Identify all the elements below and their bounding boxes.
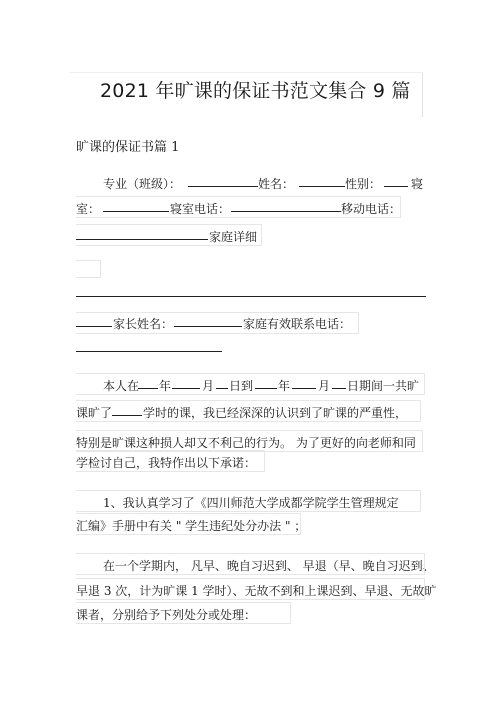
name-blank <box>299 186 345 187</box>
month1-label: 月 <box>202 379 215 393</box>
parent-name-label: 家长姓名： <box>113 317 174 331</box>
row-frame <box>76 578 425 600</box>
row-frame <box>76 373 425 395</box>
day2-label: 日期间一共旷 <box>347 379 420 393</box>
p1-line2-b: 学时的课，我已经深深的认识到了旷课的严重性， <box>143 406 408 420</box>
year1-label: 年 <box>159 379 172 393</box>
dorm-label-part1: 寝 <box>411 177 424 191</box>
row-frame <box>76 513 301 535</box>
home-address-label: 家庭详细 <box>209 230 258 244</box>
gender-label: 性别： <box>345 177 382 191</box>
row-frame <box>76 602 291 624</box>
dorm-label-part2: 室： <box>76 202 101 216</box>
row-frame <box>76 450 265 472</box>
day1-label: 日到 <box>229 379 254 393</box>
home-contact-label: 家庭有效联系电话： <box>243 317 352 331</box>
major-blank <box>188 186 258 187</box>
mobile-label: 移动电话： <box>341 202 402 216</box>
month2-label: 月 <box>318 379 331 393</box>
year2-label: 年 <box>278 379 291 393</box>
section-heading: 旷课的保证书篇 1 <box>76 140 180 155</box>
gender-blank <box>384 186 408 187</box>
p2-line1: 1、我认真学习了《四川师范大学成都学院学生管理规定 <box>103 496 399 510</box>
row-frame <box>76 400 421 422</box>
row-frame <box>76 312 359 334</box>
p1-line3: 特别是旷课这种损人却又不利己的行为。 为了更好的向老师和同 <box>76 436 416 450</box>
p3-line3: 课者，分别给予下列处分或处理： <box>76 608 257 622</box>
row-frame <box>76 553 425 575</box>
p3-line1: 在一个学期内， 凡早、晚自习迟到、 早退（早、晚自习迟到、 <box>103 559 435 573</box>
p3-line2: 早退 3 次，计为旷课 1 学时）、无故不到和上课迟到、早退、无故旷 <box>76 584 437 598</box>
empty-frame <box>76 260 101 278</box>
address-continuation-line <box>76 296 426 297</box>
p1-line2-a: 课旷了 <box>76 406 113 420</box>
name-label: 姓名： <box>258 177 295 191</box>
p2-line2: 汇编》手册中有关 " 学生违纪处分办法 " ； <box>76 519 307 533</box>
p1-lead: 本人在 <box>103 379 140 393</box>
row-frame <box>76 196 401 218</box>
dorm-phone-label: 寝室电话： <box>170 202 231 216</box>
row-frame <box>76 490 421 512</box>
row-frame <box>76 430 423 452</box>
home-contact-blank <box>76 351 222 352</box>
row-frame <box>76 224 262 246</box>
major-label: 专业（班级）： <box>103 177 182 191</box>
document-title: 2021 年旷课的保证书范文集合 9 篇 <box>100 80 411 102</box>
p1-line4: 学检讨自己，我特作出以下承诺： <box>76 456 257 470</box>
